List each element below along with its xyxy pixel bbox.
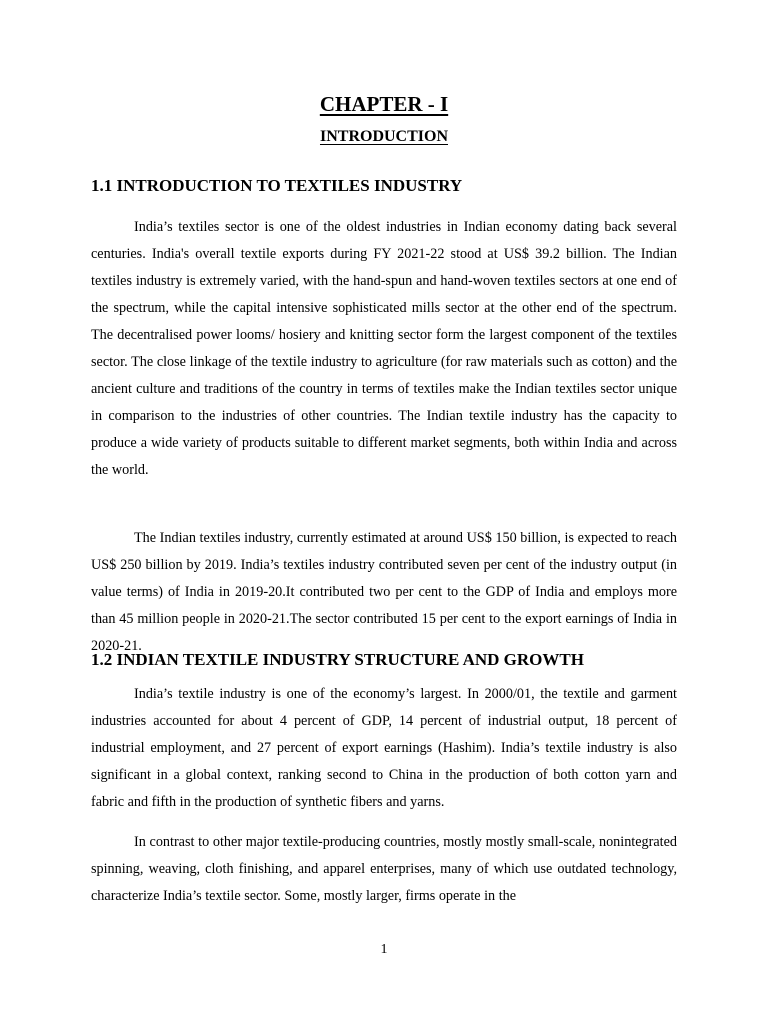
chapter-title: CHAPTER - I bbox=[319, 92, 449, 116]
section-heading-1-1: 1.1 INTRODUCTION TO TEXTILES INDUSTRY bbox=[91, 176, 463, 195]
paragraph-1-2-b: In contrast to other major textile-producing countries, mostly mostly small-scale, nonintegrated spinning, weaving, cloth finishing, and apparel enterprises, many of which use outdated technology, characterize India’s textile sector. Some, mostly larger, firms operate in the bbox=[91, 834, 677, 904]
paragraph-1-1-a: India’s textiles sector is one of the oldest industries in Indian economy dating back several centuries. India's overall textile exports during FY 2021-22 stood at US$ 39.2 billion. The Indian textiles industry is extremely varied, with the hand-spun and hand-woven textiles sectors at one end of the spectrum, while the capital intensive sophisticated mills sector at the other end of the spectrum. The decentralised power looms/ hosiery and knitting sector form the largest component of the textiles sector. The close linkage of the textile industry to agriculture (for raw materials such as cotton) and the ancient culture and traditions of the country in terms of textiles make the Indian textiles sector unique in comparison to the industries of other countries. The Indian textile industry has the capacity to produce a wide variety of products suitable to different market segments, both within India and across the world. bbox=[91, 219, 677, 478]
page-number: 1 bbox=[380, 942, 388, 957]
paragraph-1-1-b: The Indian textiles industry, currently estimated at around US$ 150 billion, is expected to reach US$ 250 billion by 2019. India’s textiles industry contributed seven per cent of the industry output (in value terms) of India in 2019-20.It contributed two per cent to the GDP of India and employs more than 45 million people in 2020-21.The sector contributed 15 per cent to the export earnings of India in 2020-21. bbox=[91, 530, 677, 654]
section-heading-1-2: 1.2 INDIAN TEXTILE INDUSTRY STRUCTURE AND GROWTH bbox=[91, 650, 584, 669]
chapter-subtitle: INTRODUCTION bbox=[319, 128, 448, 145]
paragraph-1-2-a: India’s textile industry is one of the economy’s largest. In 2000/01, the textile and garment industries accounted for about 4 percent of GDP, 14 percent of industrial output, 18 percent of industrial employment, and 27 percent of export earnings (Hashim). India’s textile industry is also significant in a global context, ranking second to China in the production of both cotton yarn and fabric and fifth in the production of synthetic fibers and yarns. bbox=[91, 686, 677, 810]
